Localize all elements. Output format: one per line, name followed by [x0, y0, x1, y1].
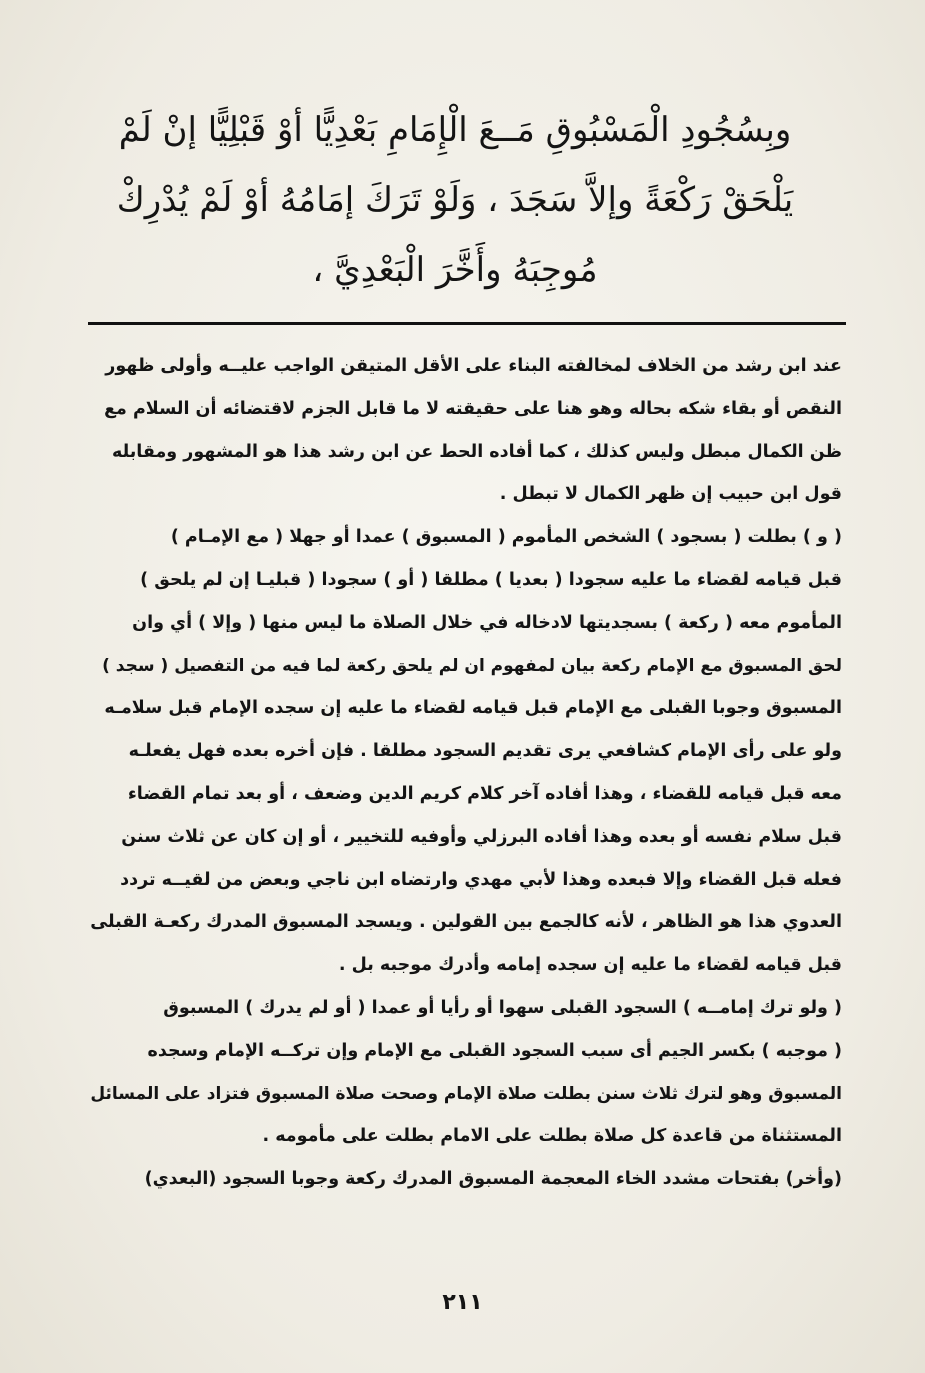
commentary-text-block: [82, 345, 842, 1201]
matn-line: وبِسُجُودِ الْمَسْبُوقِ مَــعَ الْإِمَامِ بَعْدِيًّا أوْ قَبْلِيًّا إنْ لَمْ: [118, 110, 792, 150]
matn-text-block: [70, 95, 840, 305]
separator-rule: [88, 322, 846, 325]
commentary-line: ظن الكمال مبطل وليس كذلك ، كما أفاده الحط عن ابن رشد هذا هو المشهور ومقابله: [111, 441, 842, 462]
commentary-line: المسبوق وهو لترك ثلاث سنن بطلت صلاة الإمام وصحت صلاة المسبوق فتزاد على المسائل: [90, 1083, 842, 1104]
commentary-line: لحق المسبوق مع الإمام ركعة بيان لمفهوم ان لم يلحق ركعة لما فيه من التفصيل ( سجد ): [102, 655, 842, 676]
page-number: ٢١١: [442, 1290, 483, 1315]
commentary-line: ( موجبه ) بكسر الجيم أى سبب السجود القبلى مع الإمام وإن تركــه الإمام وسجده: [147, 1040, 842, 1061]
commentary-line: عند ابن رشد من الخلاف لمخالفته البناء على الأقل المتيقن الواجب عليــه وأولى ظهور: [105, 356, 842, 376]
commentary-line: قول ابن حبيب إن ظهر الكمال لا تبطل .: [499, 484, 842, 505]
commentary-line: قبل قيامه لقضاء ما عليه سجودا ( بعديا ) مطلقا ( أو ) سجودا ( قبليـا إن لم يلحق ): [140, 569, 842, 590]
commentary-line: العدوي هذا هو الظاهر ، لأنه كالجمع بين القولين . ويسجد المسبوق المدرك ركعـة القبلى: [90, 912, 842, 933]
commentary-line: المستثناة من قاعدة كل صلاة بطلت على الامام بطلت على مأمومه .: [262, 1126, 842, 1147]
commentary-line: ولو على رأى الإمام كشافعي يرى تقديم السجود مطلقا . فإن أخره بعده فهل يفعلـه: [128, 741, 842, 762]
commentary-line: ( ولو ترك إمامــه ) السجود القبلى سهوا أو رأيا أو عمدا ( أو لم يدرك ) المسبوق: [163, 997, 842, 1018]
commentary-line: (وأخر) بفتحات مشدد الخاء المعجمة المسبوق المدرك ركعة وجوبا السجود (البعدي): [144, 1169, 842, 1190]
commentary-line: قبل قيامه لقضاء ما عليه إن سجده إمامه وأدرك موجبه بل .: [338, 955, 842, 976]
commentary-line: المأموم معه ( ركعة ) بسجديتها لادخاله في خلال الصلاة ما ليس منها ( وإلا ) أي وان: [132, 612, 842, 633]
commentary-line: معه قبل قيامه للقضاء ، وهذا أفاده آخر كلام كريم الدين وضعف ، أو بعد تمام القضاء: [127, 783, 842, 804]
commentary-line: النقص أو بقاء شكه بحاله وهو هنا على حقيقته لا ما قابل الجزم لاقتضائه أن السلام مع: [104, 398, 842, 419]
commentary-line: ( و ) بطلت ( بسجود ) الشخص المأموم ( المسبوق ) عمدا أو جهلا ( مع الإمـام ): [170, 527, 842, 548]
matn-line: يَلْحَقْ رَكْعَةً وإلاَّ سَجَدَ ، وَلَوْ تَرَكَ إمَامُهُ أوْ لَمْ يُدْرِكْ: [116, 180, 794, 220]
matn-line: مُوجِبَهُ وأَخَّرَ الْبَعْدِيَّ ،: [312, 250, 598, 290]
commentary-line: المسبوق وجوبا القبلى مع الإمام قبل قيامه لقضاء ما عليه إن سجده الإمام قبل سلامـه: [104, 698, 842, 719]
commentary-line: قبل سلام نفسه أو بعده وهذا أفاده البرزلي وأوفيه للتخيير ، أو إن كان عن ثلاث سنن: [121, 826, 842, 847]
commentary-line: فعله قبل القضاء وإلا فبعده وهذا لأبي مهدي وارتضاه ابن ناجي وبعض من لقيــه تردد: [120, 869, 842, 890]
